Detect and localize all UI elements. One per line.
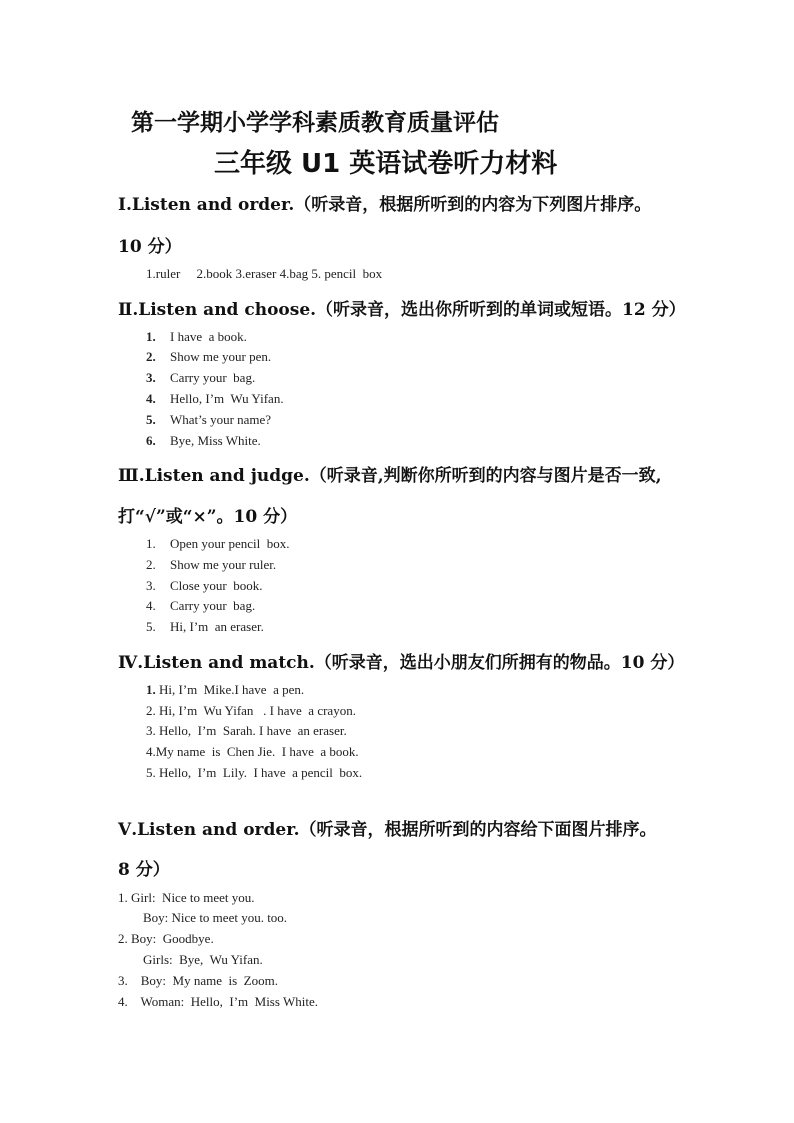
item-number: 2. bbox=[146, 703, 156, 718]
item-number: 2. bbox=[146, 349, 156, 364]
item-number: 3. bbox=[146, 578, 156, 593]
list-item bbox=[146, 703, 356, 719]
item-number: 3. bbox=[146, 723, 156, 738]
item-text: Show me your pen. bbox=[170, 349, 272, 364]
section-3-heading: Ⅲ.Listen and judge.（听录音,判断你所听到的内容与图片是否一致, bbox=[118, 466, 662, 486]
list-item bbox=[146, 349, 271, 365]
item-number: 5. bbox=[146, 765, 156, 780]
section-1-heading-cont: 10 分） bbox=[118, 237, 182, 257]
list-item bbox=[146, 598, 255, 614]
item-text: Open your pencil box. bbox=[170, 536, 290, 551]
item-number: 4. bbox=[146, 744, 156, 759]
list-item bbox=[146, 536, 290, 552]
item-number: 3. bbox=[146, 370, 156, 385]
section-3-heading-cont: 打“√”或“×”。10 分） bbox=[118, 507, 298, 527]
item-text: My name is Chen Jie. I have a book. bbox=[155, 744, 359, 759]
page-subtitle: 三年级 U1 英语试卷听力材料 bbox=[214, 149, 558, 179]
list-item bbox=[146, 391, 284, 407]
item-text: Hello, I’m Wu Yifan. bbox=[170, 391, 284, 406]
section-5-heading-cont: 8 分） bbox=[118, 860, 170, 880]
list-item bbox=[146, 765, 362, 781]
item-text: Show me your ruler. bbox=[170, 557, 277, 572]
section-1-word-list: 1.ruler 2.book 3.eraser 4.bag 5. pencil box bbox=[146, 266, 383, 281]
item-text: Hi, I’m Mike.I have a pen. bbox=[159, 682, 305, 697]
list-item bbox=[146, 619, 264, 635]
item-number: 1. bbox=[146, 536, 156, 551]
dialogue-line: Boy: Nice to meet you. too. bbox=[143, 910, 288, 925]
item-text: Hi, I’m Wu Yifan . I have a crayon. bbox=[159, 703, 356, 718]
section-5-heading: Ⅴ.Listen and order.（听录音，根据所听到的内容给下面图片排序。 bbox=[118, 820, 657, 840]
dialogue-line: Girls: Bye, Wu Yifan. bbox=[143, 952, 263, 967]
list-item bbox=[146, 578, 262, 594]
item-text: What’s your name? bbox=[170, 412, 272, 427]
section-2-heading: Ⅱ.Listen and choose.（听录音，选出你所听到的单词或短语。12 分） bbox=[118, 300, 686, 320]
item-text: Hello, I’m Lily. I have a pencil box. bbox=[159, 765, 363, 780]
section-1-heading: Ⅰ.Listen and order.（听录音，根据所听到的内容为下列图片排序。 bbox=[118, 195, 652, 215]
item-number: 5. bbox=[146, 412, 156, 427]
item-text: I have a book. bbox=[170, 329, 247, 344]
dialogue-line: 3. Boy: My name is Zoom. bbox=[118, 973, 278, 988]
page-title: 第一学期小学学科素质教育质量评估 bbox=[131, 110, 499, 136]
item-number: 1. bbox=[146, 329, 156, 344]
list-item bbox=[146, 682, 304, 698]
dialogue-line: 4. Woman: Hello, I’m Miss White. bbox=[118, 994, 318, 1009]
item-text: Carry your bag. bbox=[170, 370, 256, 385]
list-item bbox=[146, 723, 347, 739]
list-item bbox=[146, 433, 261, 449]
item-number: 2. bbox=[146, 557, 156, 572]
list-item bbox=[146, 412, 271, 428]
item-text: Carry your bag. bbox=[170, 598, 256, 613]
item-text: Hi, I’m an eraser. bbox=[170, 619, 264, 634]
section-4-heading: Ⅳ.Listen and match.（听录音，选出小朋友们所拥有的物品。10 分） bbox=[118, 653, 685, 673]
list-item bbox=[146, 557, 276, 573]
list-item bbox=[146, 744, 359, 760]
item-number: 4. bbox=[146, 391, 156, 406]
dialogue-line: 2. Boy: Goodbye. bbox=[118, 931, 214, 946]
item-number: 5. bbox=[146, 619, 156, 634]
list-item bbox=[146, 370, 255, 386]
list-item bbox=[146, 329, 247, 345]
dialogue-line: 1. Girl: Nice to meet you. bbox=[118, 890, 255, 905]
item-text: Bye, Miss White. bbox=[170, 433, 261, 448]
item-number: 6. bbox=[146, 433, 156, 448]
item-number: 4. bbox=[146, 598, 156, 613]
item-number: 1. bbox=[146, 682, 156, 697]
item-text: Close your book. bbox=[170, 578, 263, 593]
item-text: Hello, I’m Sarah. I have an eraser. bbox=[159, 723, 347, 738]
